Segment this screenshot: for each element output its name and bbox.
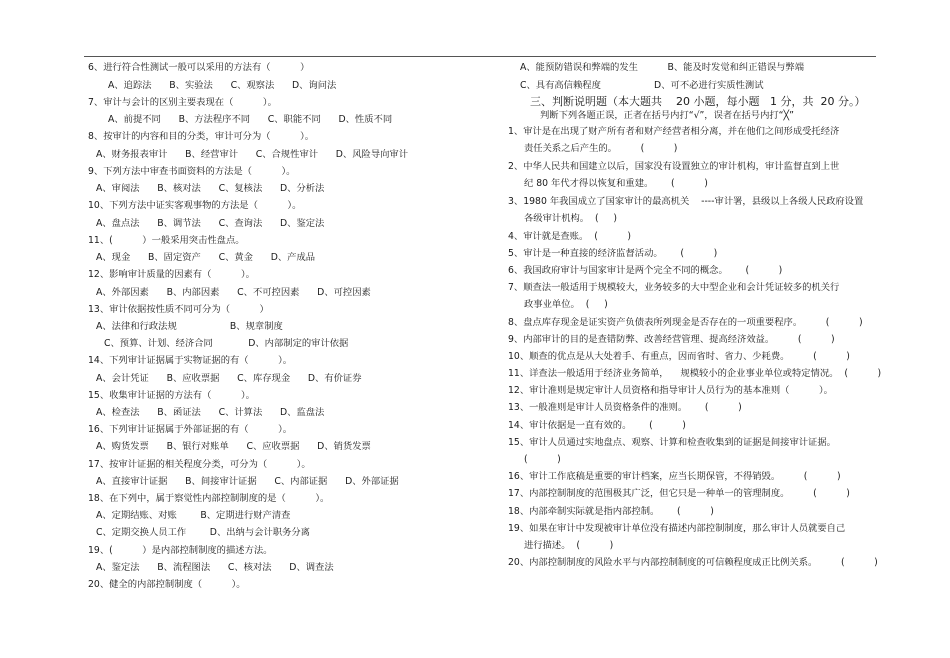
judgment-19: 19、如果在审计中发现被审计单位没有描述内部控制制度，那么审计人员就要自己 bbox=[508, 523, 846, 534]
question-18-options-cd: C、定期交换人员工作 D、出纳与会计职务分离 bbox=[96, 527, 310, 538]
judgment-2-cont: 纪 80 年代才得以恢复和重建。 ( ) bbox=[524, 178, 708, 189]
question-18-options-ab: A、定期结账、对账 B、定期进行财产清查 bbox=[96, 510, 291, 521]
question-14: 14、下列审计证据属于实物证据的有（ ）。 bbox=[88, 355, 293, 366]
question-10: 10、下列方法中证实客观事物的方法是（ ）。 bbox=[88, 200, 302, 211]
question-6-options: A、追踪法 B、实验法 C、观察法 D、询问法 bbox=[108, 80, 337, 91]
judgment-18: 18、内部牵制实际就是指内部控制。 ( ) bbox=[508, 506, 714, 517]
judgment-8: 8、盘点库存现金是证实资产负债表所列现金是否存在的一项重要程序。 ( ) bbox=[508, 317, 863, 328]
judgment-1: 1、审计是在出现了财产所有者和财产经营者相分离，并在他们之间形成受托经济 bbox=[508, 126, 840, 137]
judgment-13: 13、一般准则是审计人员资格条件的准则。 ( ) bbox=[508, 402, 742, 413]
judgment-14: 14、审计依据是一直有效的。 ( ) bbox=[508, 420, 686, 431]
judgment-10: 10、顺查的优点是从大处着手、有重点，因而省时、省力、少耗费。 ( ) bbox=[508, 351, 850, 362]
question-20-options-ab: A、能预防错误和弊端的发生 B、能及时发觉和纠正错误与弊端 bbox=[520, 62, 805, 73]
question-14-options: A、会计凭证 B、应收票据 C、库存现金 D、有价证券 bbox=[96, 373, 362, 384]
header-rule bbox=[84, 56, 876, 57]
judgment-3: 3、1980 年我国成立了国家审计的最高机关 ----审计署，县级以上各级人民政府设置 bbox=[508, 196, 864, 207]
question-12-options: A、外部因素 B、内部因素 C、不可控因素 D、可控因素 bbox=[96, 287, 371, 298]
judgment-4: 4、审计就是查账。 ( ) bbox=[508, 231, 632, 242]
question-20-options-cd: C、具有高信赖程度 D、可不必进行实质性测试 bbox=[520, 80, 764, 91]
section-title: 三、判断说明题（本大题共 20 小题，每小题 1 分，共 20 分。） bbox=[530, 95, 866, 108]
judgment-5: 5、审计是一种直接的经济监督活动。 ( ) bbox=[508, 248, 718, 259]
question-7-options: A、前提不同 B、方法程序不同 C、职能不同 D、性质不同 bbox=[108, 114, 393, 125]
question-20: 20、健全的内部控制制度（ ）。 bbox=[88, 579, 246, 590]
question-16: 16、下列审计证据属于外部证据的有（ ）。 bbox=[88, 424, 293, 435]
judgment-17: 17、内部控制制度的范围极其广泛，但它只是一种单一的管理制度。 ( ) bbox=[508, 488, 850, 499]
question-15: 15、收集审计证据的方法有（ ）。 bbox=[88, 390, 255, 401]
judgment-15-cont: ( ) bbox=[524, 454, 561, 465]
judgment-12: 12、审计准则是规定审计人员资格和指导审计人员行为的基本准则（ ）。 bbox=[508, 385, 833, 396]
question-16-options: A、购货发票 B、银行对账单 C、应收票据 D、销货发票 bbox=[96, 441, 371, 452]
question-6: 6、进行符合性测试一般可以采用的方法有（ ） bbox=[88, 62, 310, 73]
judgment-7-cont: 政事业单位。 ( ) bbox=[524, 299, 608, 310]
judgment-20: 20、内部控制制度的风险水平与内部控制制度的可信赖程度成正比例关系。 ( ) bbox=[508, 557, 878, 568]
judgment-2: 2、中华人民共和国建立以后，国家没有设置独立的审计机构，审计监督直到上世 bbox=[508, 161, 840, 172]
question-19: 19、( ）是内部控制制度的描述方法。 bbox=[88, 545, 273, 556]
judgment-7: 7、顺查法一般适用于规模较大，业务较多的大中型企业和会计凭证较多的机关行 bbox=[508, 282, 840, 293]
judgment-11: 11、详查法一般适用于经济业务简单， 规模较小的企业事业单位或特定情况。 ( ) bbox=[508, 368, 882, 379]
question-8: 8、按审计的内容和目的分类，审计可分为（ ）。 bbox=[88, 131, 315, 142]
question-13: 13、审计依据按性质不同可分为（ ） bbox=[88, 304, 269, 315]
question-13-options-ab: A、法律和行政法规 B、规章制度 bbox=[96, 321, 283, 332]
judgment-19-cont: 进行描述。 ( ) bbox=[524, 540, 614, 551]
judgment-6: 6、我国政府审计与国家审计是两个完全不同的概念。 ( ) bbox=[508, 265, 783, 276]
question-13-options-cd: C、预算、计划、经济合同 D、内部制定的审计依据 bbox=[104, 338, 349, 349]
section-instruction: 判断下列各题正误，正者在括号内打“√”，误者在括号内打“╳” bbox=[540, 110, 794, 121]
question-9: 9、下列方法中审查书面资料的方法是（ ）。 bbox=[88, 166, 296, 177]
question-11-options: A、现金 B、固定资产 C、黄金 D、产成品 bbox=[96, 252, 316, 263]
question-9-options: A、审阅法 B、核对法 C、复核法 D、分析法 bbox=[96, 183, 325, 194]
question-8-options: A、财务报表审计 B、经营审计 C、合规性审计 D、风险导向审计 bbox=[96, 149, 409, 160]
judgment-16: 16、审计工作底稿是重要的审计档案，应当长期保管，不得销毁。 ( ) bbox=[508, 471, 841, 482]
question-17: 17、按审计证据的相关程度分类，可分为（ ）。 bbox=[88, 459, 311, 470]
question-12: 12、影响审计质量的因素有（ ）。 bbox=[88, 269, 255, 280]
judgment-9: 9、内部审计的目的是查错防弊、改善经营管理、提高经济效益。 ( ) bbox=[508, 334, 835, 345]
question-15-options: A、检查法 B、函证法 C、计算法 D、监盘法 bbox=[96, 407, 325, 418]
question-18: 18、在下列中，属于察觉性内部控制制度的是（ ）。 bbox=[88, 493, 330, 504]
question-19-options: A、鉴定法 B、流程图法 C、核对法 D、调查法 bbox=[96, 562, 334, 573]
question-7: 7、审计与会计的区别主要表现在（ ）。 bbox=[88, 97, 277, 108]
judgment-15: 15、审计人员通过实地盘点、观察、计算和检查收集到的证据是间接审计证据。 bbox=[508, 437, 836, 448]
question-17-options: A、直接审计证据 B、间接审计证据 C、内部证据 D、外部证据 bbox=[96, 476, 399, 487]
judgment-1-cont: 责任关系之后产生的。 ( ) bbox=[524, 143, 678, 154]
judgment-3-cont: 各级审计机构。 ( ) bbox=[524, 213, 618, 224]
question-10-options: A、盘点法 B、调节法 C、查询法 D、鉴定法 bbox=[96, 218, 325, 229]
question-11: 11、( ）一般采用突击性盘点。 bbox=[88, 235, 245, 246]
